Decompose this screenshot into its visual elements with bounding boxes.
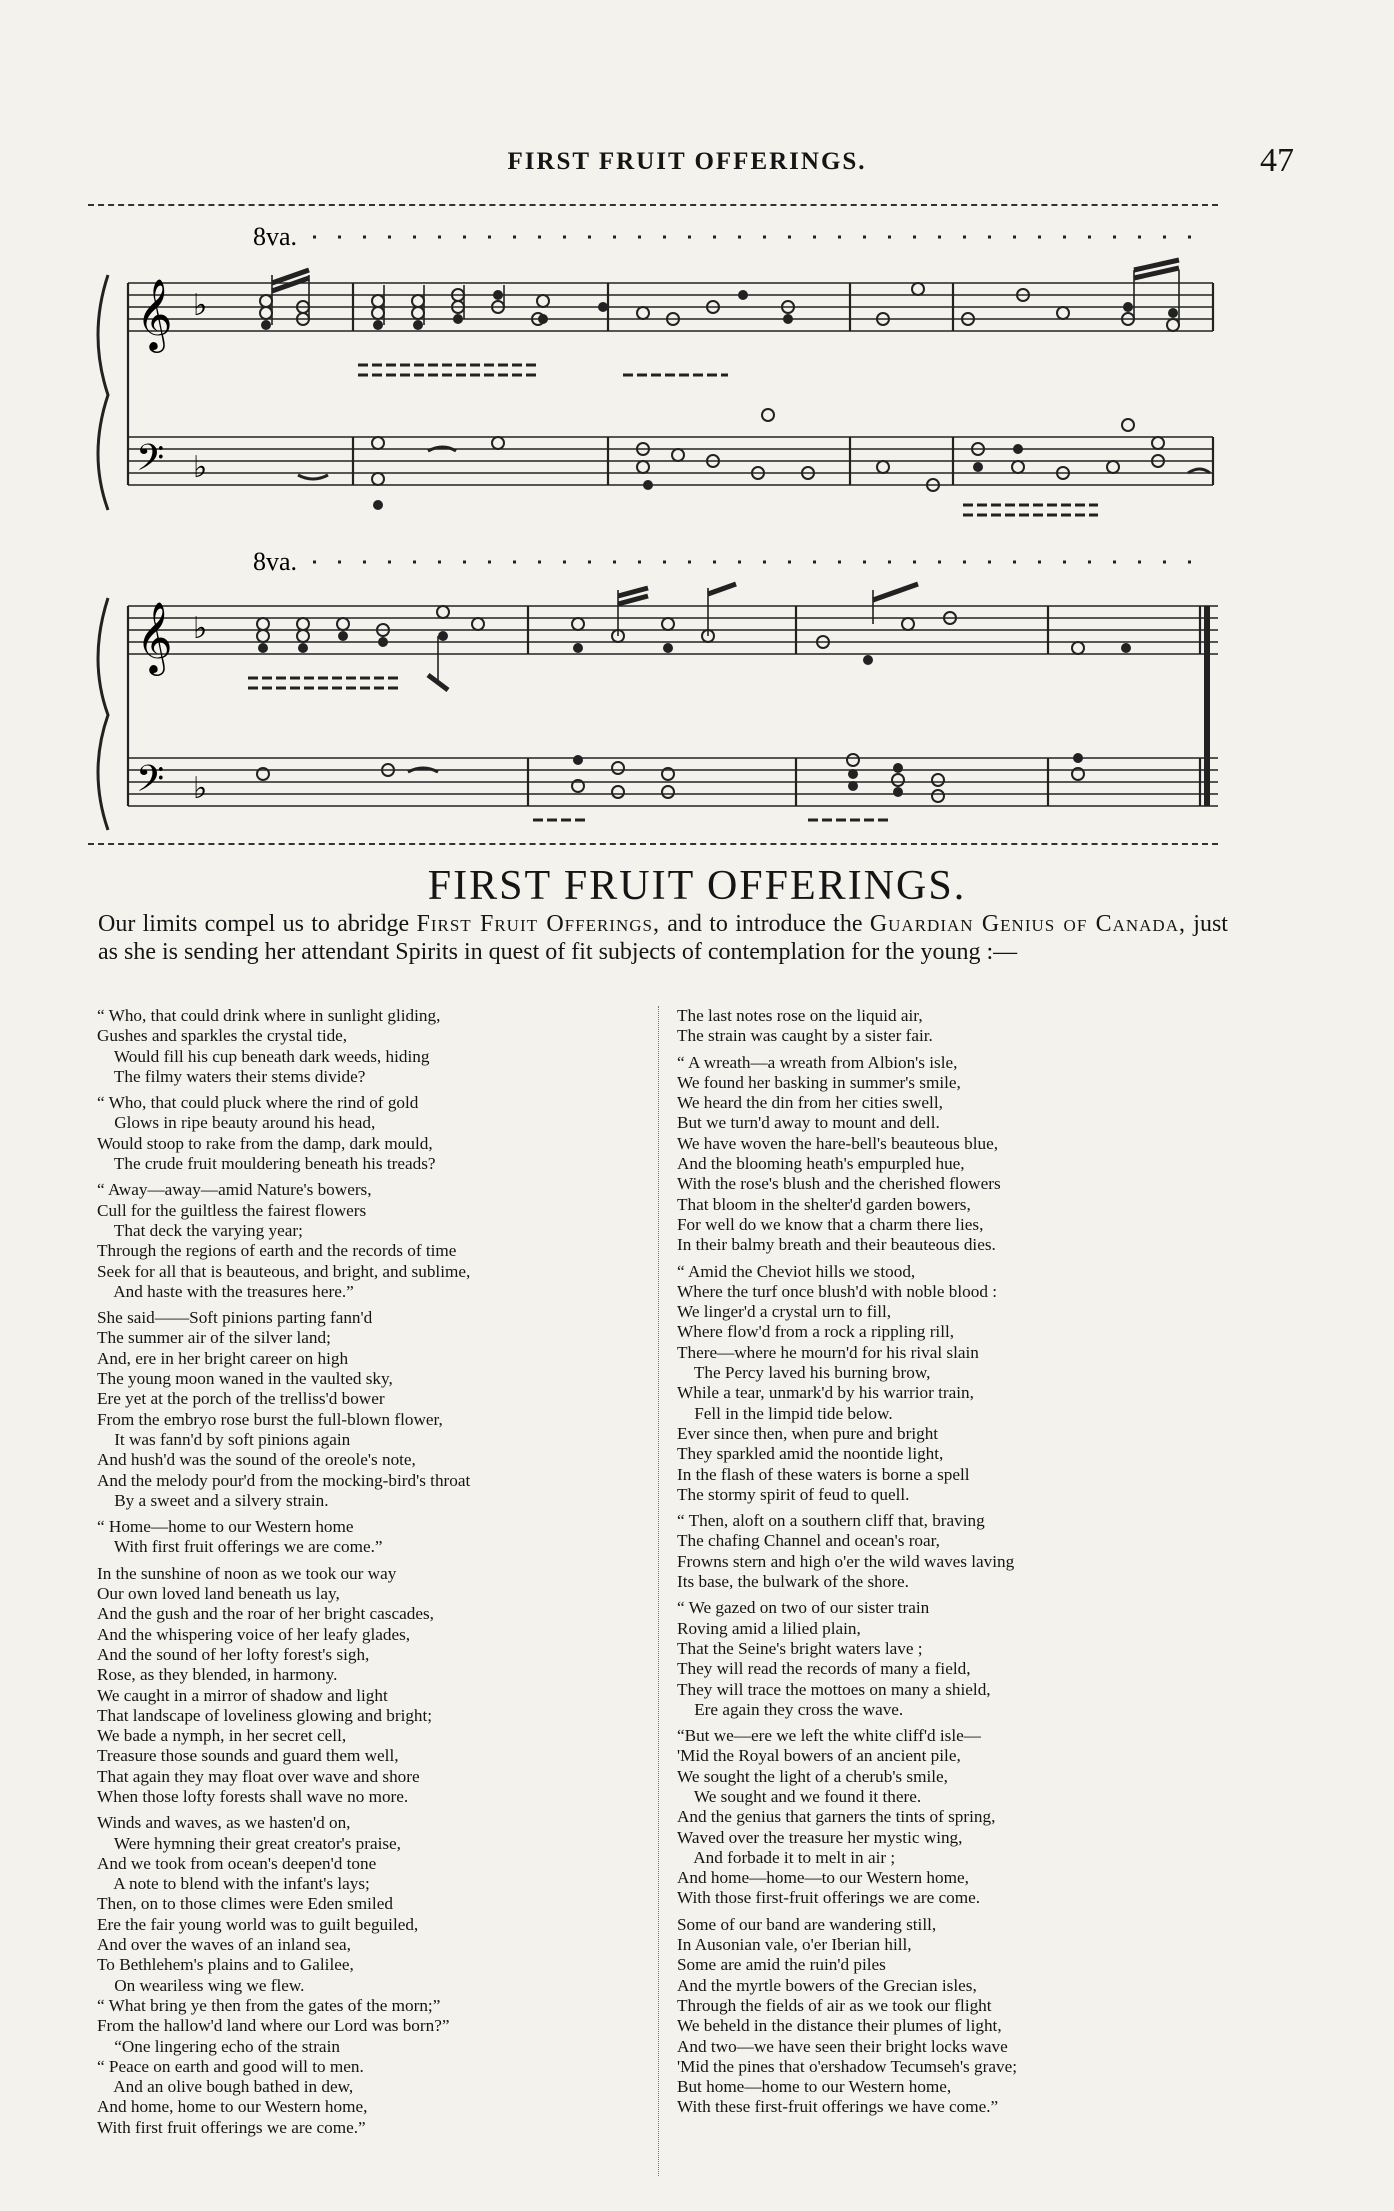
running-head-title: FIRST FRUIT OFFERINGS. <box>507 148 867 175</box>
poem-line: They sparkled amid the noontide light, <box>677 1444 944 1464</box>
svg-text:♭: ♭ <box>193 288 208 323</box>
poem-line: For well do we know that a charm there lies, <box>677 1214 984 1234</box>
poem-line: And forbade it to melt in air ; <box>677 1847 896 1867</box>
poem-line: And the gush and the roar of her bright cascades, <box>97 1604 434 1624</box>
poem-line: Its base, the bulwark of the shore. <box>677 1572 909 1592</box>
poem-stanza <box>97 1813 649 2138</box>
bass-staff <box>128 437 1213 485</box>
poem-line: We found her basking in summer's smile, <box>677 1072 961 1092</box>
poem-line: “ Home—home to our Western home <box>97 1517 354 1537</box>
poem-line: And the melody pour'd from the mocking-bird's throat <box>97 1470 471 1490</box>
poem-line: And hush'd was the sound of the oreole's note, <box>97 1450 416 1470</box>
poem-line: “ Then, aloft on a southern cliff that, braving <box>677 1511 985 1531</box>
poem-line: In the sunshine of noon as we took our way <box>97 1563 397 1583</box>
poem-line: The strain was caught by a sister fair. <box>677 1026 933 1046</box>
music-system-1 <box>88 215 1223 535</box>
poem-line: We sought the light of a cherub's smile, <box>677 1766 948 1786</box>
poem-line: It was fann'd by soft pinions again <box>97 1429 351 1449</box>
running-head <box>80 142 1294 188</box>
music-bottom-rule <box>88 843 1218 845</box>
poem-line: Ere yet at the porch of the trelliss'd bower <box>97 1389 385 1409</box>
poem-line: In their balmy breath and their beauteous dies. <box>677 1235 996 1255</box>
poem-stanza <box>677 1598 1237 1720</box>
poem-line: “ A wreath—a wreath from Albion's isle, <box>677 1052 958 1072</box>
poem-line: “ Who, that could pluck where the rind of gold <box>97 1093 419 1113</box>
poem-line: We bade a nymph, in her secret cell, <box>97 1726 347 1746</box>
poem-line: In the flash of these waters is borne a spell <box>677 1464 970 1484</box>
poem-line: The Percy laved his burning brow, <box>677 1363 931 1383</box>
poem-line: Treasure those sounds and guard them well, <box>97 1746 399 1766</box>
poem-stanza <box>677 1006 1237 1047</box>
poem-line: That bloom in the shelter'd garden bowers, <box>677 1194 971 1214</box>
poem-line: We have woven the hare-bell's beauteous blue, <box>677 1133 998 1153</box>
poem-line: We linger'd a crystal urn to fill, <box>677 1302 892 1322</box>
poem-line: Cull for the guiltless the fairest flowers <box>97 1200 367 1220</box>
poem-line: With first fruit offerings we are come.” <box>97 1537 383 1557</box>
poem-line: And the sound of her lofty forest's sigh, <box>97 1644 370 1664</box>
octave-mark: 8va. <box>253 222 298 251</box>
poem-line: Our own loved land beneath us lay, <box>97 1584 340 1604</box>
music-system-2 <box>88 540 1223 840</box>
svg-text:♭: ♭ <box>193 771 208 806</box>
brace <box>98 275 108 510</box>
poem-line: The young moon waned in the vaulted sky, <box>97 1369 393 1389</box>
poem-line: We heard the din from her cities swell, <box>677 1093 943 1113</box>
poem-line: That deck the varying year; <box>97 1220 303 1240</box>
poem-line: With the rose's blush and the cherished flowers <box>677 1174 1001 1194</box>
music-system-1-staves <box>88 215 1223 535</box>
poem-line: And, ere in her bright career on high <box>97 1348 349 1368</box>
poem-line: Then, on to those climes were Eden smiled <box>97 1894 393 1914</box>
poem-line: “One lingering echo of the strain <box>97 2036 340 2056</box>
poem-line: To Bethlehem's plains and to Galilee, <box>97 1955 354 1975</box>
poem-line: And the whispering voice of her leafy glades, <box>97 1624 411 1644</box>
octave-mark: 8va. <box>253 547 298 576</box>
poem-stanza <box>97 1517 649 1558</box>
poem-line: Would fill his cup beneath dark weeds, hiding <box>97 1046 430 1066</box>
poem-line: “ We gazed on two of our sister train <box>677 1598 930 1618</box>
poem-line: The stormy spirit of feud to quell. <box>677 1484 910 1504</box>
poem-line: Were hymning their great creator's praise, <box>97 1833 401 1853</box>
music-system-2-staves <box>88 540 1223 840</box>
poem-stanza <box>97 1006 649 1087</box>
poem-column-right <box>677 1006 1237 2124</box>
poem-line: “ Away—away—amid Nature's bowers, <box>97 1180 372 1200</box>
poem-line: And an olive bough bathed in dew, <box>97 2077 354 2097</box>
poem-line: When those lofty forests shall wave no more. <box>97 1786 409 1806</box>
poem-line: They will trace the mottoes on many a shield, <box>677 1679 991 1699</box>
poem-line: She said——Soft pinions parting fann'd <box>97 1308 373 1328</box>
poem-line: And over the waves of an inland sea, <box>97 1935 351 1955</box>
poem-line: That landscape of loveliness glowing and bright; <box>97 1705 433 1725</box>
treble-notes-filled <box>261 290 1178 330</box>
header-rule <box>88 204 1218 206</box>
poem-stanza <box>97 1093 649 1174</box>
poem-line: Roving amid a lilied plain, <box>677 1618 861 1638</box>
poem-line: We beheld in the distance their plumes of light, <box>677 2016 1002 2036</box>
poem-line: 'Mid the Royal bowers of an ancient pile, <box>677 1746 961 1766</box>
poem-stanza <box>677 1262 1237 1506</box>
article-intro: Our limits compel us to abridge First Fruit Offerings, and to introduce the Guardian Genius of Canada, just as she is sending her attendant Spirits in quest of fit subjects of contemplation for the young :— <box>98 911 1228 965</box>
poem-line: We sought and we found it there. <box>677 1786 922 1806</box>
svg-text:♭: ♭ <box>193 450 208 485</box>
poem-line: And the blooming heath's empurpled hue, <box>677 1154 965 1174</box>
poem-line: A note to blend with the infant's lays; <box>97 1874 370 1894</box>
poem-line: While a tear, unmark'd by his warrior train, <box>677 1383 974 1403</box>
poem-line: And home, home to our Western home, <box>97 2097 368 2117</box>
poem-stanza <box>97 1180 649 1302</box>
poem-line: “But we—ere we left the white cliff'd isle— <box>677 1726 981 1746</box>
poem-line: “ What bring ye then from the gates of the morn;” <box>97 1995 441 2015</box>
poem-line: “ Who, that could drink where in sunlight gliding, <box>97 1006 441 1025</box>
poem-stanza <box>97 1308 649 1511</box>
bass-notes <box>372 409 1164 491</box>
poem-line: From the embryo rose burst the full-blown flower, <box>97 1409 443 1429</box>
poem-line: Gushes and sparkles the crystal tide, <box>97 1026 348 1046</box>
poem-line: Some of our band are wandering still, <box>677 1914 937 1934</box>
svg-text:𝄢: 𝄢 <box>136 758 165 809</box>
poem-line: And we took from ocean's deepen'd tone <box>97 1853 377 1873</box>
poem-line: And haste with the treasures here.” <box>97 1281 354 1301</box>
poem-line: Seek for all that is beauteous, and bright, and sublime, <box>97 1261 471 1281</box>
poem-line: And the genius that garners the tints of spring, <box>677 1807 996 1827</box>
poem-line: The chafing Channel and ocean's roar, <box>677 1531 940 1551</box>
poem-line: Would stoop to rake from the damp, dark mould, <box>97 1133 433 1153</box>
svg-text:𝄞: 𝄞 <box>136 600 173 673</box>
poem-line: The summer air of the silver land; <box>97 1328 331 1348</box>
poem-line: That again they may float over wave and shore <box>97 1766 420 1786</box>
poem-line: We caught in a mirror of shadow and light <box>97 1685 388 1705</box>
poem-stanza <box>677 1511 1237 1592</box>
column-divider <box>658 1006 659 2176</box>
poem-stanza <box>97 1564 649 1808</box>
poem-column-left <box>97 1006 649 2144</box>
poem-line: On weariless wing we flew. <box>97 1975 305 1995</box>
poem-line: By a sweet and a silvery strain. <box>97 1490 329 1510</box>
poem-line: But home—home to our Western home, <box>677 2077 952 2097</box>
treble-clef: 𝄞 <box>136 277 173 350</box>
bass-clef: 𝄢 <box>136 437 165 488</box>
poem-line: “ Peace on earth and good will to men. <box>97 2056 364 2076</box>
poem-line: But we turn'd away to mount and dell. <box>677 1113 940 1133</box>
poem-line: Ere again they cross the wave. <box>677 1699 904 1719</box>
poem-line: Some are amid the ruin'd piles <box>677 1955 886 1975</box>
poem-stanza <box>677 1915 1237 2118</box>
poem-line: And two—we have seen their bright locks wave <box>677 2036 1008 2056</box>
poem-line: Ever since then, when pure and bright <box>677 1423 939 1443</box>
poem-line: With first fruit offerings we are come.” <box>97 2117 366 2137</box>
poem-line: Rose, as they blended, in harmony. <box>97 1665 338 1685</box>
svg-text:♭: ♭ <box>193 611 208 646</box>
poem-line: Waved over the treasure her mystic wing, <box>677 1827 963 1847</box>
poem-line: And home—home—to our Western home, <box>677 1868 969 1888</box>
poem-line: That the Seine's bright waters lave ; <box>677 1638 923 1658</box>
poem-stanza <box>677 1726 1237 1909</box>
poem-line: Where flow'd from a rock a rippling rill, <box>677 1322 955 1342</box>
poem-line: There—where he mourn'd for his rival slain <box>677 1342 979 1362</box>
poem-stanza <box>677 1053 1237 1256</box>
poem-line: They will read the records of many a field, <box>677 1659 971 1679</box>
poem-line: In Ausonian vale, o'er Iberian hill, <box>677 1935 912 1955</box>
poem-line: From the hallow'd land where our Lord was born?” <box>97 2016 450 2036</box>
poem-line: Where the turf once blush'd with noble blood : <box>677 1281 998 1301</box>
poem-line: Through the fields of air as we took our flight <box>677 1995 992 2015</box>
poem-line: The last notes rose on the liquid air, <box>677 1006 923 1025</box>
poem-line: Winds and waves, as we hasten'd on, <box>97 1813 351 1833</box>
poem-line: The crude fruit mouldering beneath his treads? <box>97 1154 436 1174</box>
page-number: 47 <box>1260 142 1294 179</box>
poem-line: With those first-fruit offerings we are come. <box>677 1888 981 1908</box>
poem-line: Through the regions of earth and the records of time <box>97 1241 457 1261</box>
poem-line: And the myrtle bowers of the Grecian isles, <box>677 1975 977 1995</box>
poem-line: Frowns stern and high o'er the wild waves laving <box>677 1551 1015 1571</box>
article-title: FIRST FRUIT OFFERINGS. <box>427 863 967 909</box>
poem-line: Glows in ripe beauty around his head, <box>97 1113 376 1133</box>
poem-line: The filmy waters their stems divide? <box>97 1066 366 1086</box>
poem-line: Ere the fair young world was to guilt beguiled, <box>97 1914 419 1934</box>
poem-line: With these first-fruit offerings we have come.” <box>677 2097 999 2117</box>
poem-line: “ Amid the Cheviot hills we stood, <box>677 1261 916 1281</box>
poem-line: Fell in the limpid tide below. <box>677 1403 893 1423</box>
poem-line: 'Mid the pines that o'ershadow Tecumseh's grave; <box>677 2056 1017 2076</box>
